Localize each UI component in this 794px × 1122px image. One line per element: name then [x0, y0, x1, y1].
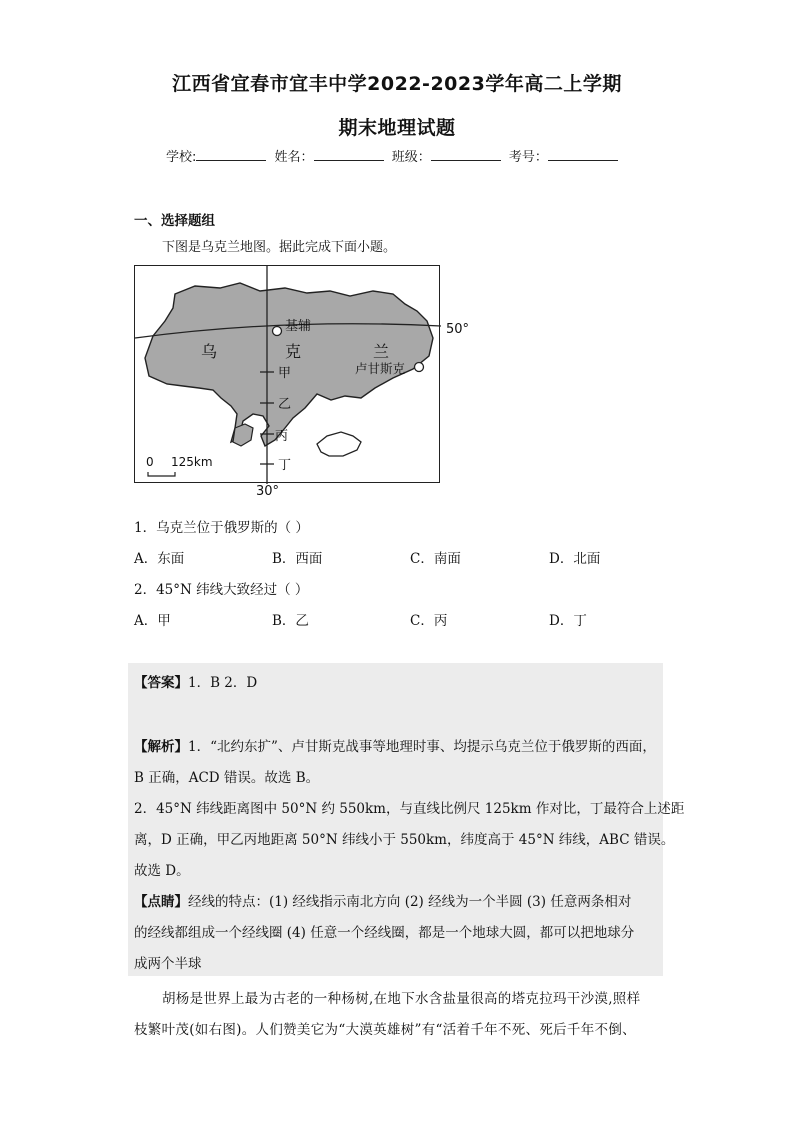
- latitude-label: 50°: [446, 322, 470, 337]
- scale-zero: 0: [146, 455, 154, 469]
- lugansk-label: 卢甘斯克: [355, 361, 406, 376]
- answer-tag: 【答案】: [134, 675, 188, 691]
- country-label-2: 克: [285, 342, 302, 361]
- exam-title-line2: 期末地理试题: [338, 117, 456, 139]
- analysis-line-5: 故选 D。: [134, 863, 190, 879]
- student-info-row: [166, 146, 622, 165]
- analysis-tag: 【解析】: [134, 739, 188, 755]
- tip-line-2: 的经线都组成一个经线圈 (4) 任意一个经线圈，都是一个地球大圆，都可以把地球分: [134, 925, 635, 941]
- school-blank[interactable]: [196, 148, 266, 161]
- question-2-option-b[interactable]: B．乙: [272, 613, 309, 629]
- question-2-option-a[interactable]: A．甲: [134, 613, 171, 629]
- section-title: 一、选择题组: [134, 213, 215, 229]
- name-label: 姓名：: [274, 150, 314, 165]
- analysis-line-3: 2．45°N 纬线距离图中 50°N 约 550km，与直线比例尺 125km 作对比，丁最符合上述距: [134, 801, 685, 817]
- class-label: 班级：: [391, 150, 431, 165]
- lugansk-marker: [415, 363, 424, 372]
- school-label: 学校:: [166, 150, 197, 165]
- ukraine-map: [134, 265, 440, 483]
- number-blank[interactable]: [548, 148, 618, 161]
- scale-value: 125km: [171, 455, 213, 469]
- question-2-option-c[interactable]: C．丙: [410, 613, 448, 629]
- crimea-landmass: [317, 432, 361, 456]
- scale-bar: [148, 472, 175, 476]
- name-blank[interactable]: [314, 148, 384, 161]
- question-2-option-d[interactable]: D．丁: [549, 613, 587, 629]
- passage-line-2: 枝繁叶茂(如右图)。人们赞美它为“大漠英雄树”有“活着千年不死、死后千年不倒、: [134, 1022, 636, 1038]
- exam-title-line1: 江西省宜春市宜丰中学2022-2023学年高二上学期: [172, 73, 622, 95]
- question-2-stem: 2．45°N 纬线大致经过（ ）: [134, 582, 309, 598]
- analysis-line-4: 离，D 正确，甲乙丙地距离 50°N 纬线小于 550km，纬度高于 45°N 纬线，ABC 错误。: [134, 832, 675, 848]
- analysis-line-2: B 正确，ACD 错误。故选 B。: [134, 770, 320, 786]
- country-label-3: 兰: [373, 342, 390, 361]
- number-label: 考号：: [508, 150, 548, 165]
- country-label-1: 乌: [201, 342, 218, 361]
- label-jia: 甲: [278, 366, 292, 381]
- tip-text-1: 经线的特点：(1) 经线指示南北方向 (2) 经线为一个半圆 (3) 任意两条相对: [188, 894, 632, 910]
- question-1-stem: 1．乌克兰位于俄罗斯的（ ）: [134, 520, 309, 536]
- tip-line-1: [134, 890, 631, 910]
- answer-row: [134, 671, 257, 691]
- label-bing: 丙: [275, 429, 289, 444]
- ukraine-map-svg: [135, 266, 441, 484]
- analysis-text-1: 1．“北约东扩”、卢甘斯克战事等地理时事、均提示乌克兰位于俄罗斯的西面，: [188, 739, 656, 755]
- question-1-option-c[interactable]: C．南面: [410, 551, 461, 567]
- class-blank[interactable]: [431, 148, 501, 161]
- label-yi: 乙: [278, 397, 292, 412]
- question-1-option-d[interactable]: D．北面: [549, 551, 601, 567]
- tip-line-3: 成两个半球: [134, 956, 202, 972]
- passage-line-1: 胡杨是世界上最为古老的一种杨树,在地下水含盐量很高的塔克拉玛干沙漠,照样: [162, 991, 641, 1007]
- question-1-option-b[interactable]: B．西面: [272, 551, 323, 567]
- answer-text: 1．B 2．D: [188, 675, 258, 691]
- odessa-lobe: [233, 424, 253, 446]
- label-ding: 丁: [278, 458, 292, 473]
- section-intro: 下图是乌克兰地图。据此完成下面小题。: [162, 240, 397, 255]
- analysis-line-1: [134, 735, 656, 755]
- question-1-option-a[interactable]: A．东面: [134, 551, 185, 567]
- kyiv-label: 基辅: [285, 319, 312, 334]
- tip-tag: 【点睛】: [134, 894, 188, 910]
- longitude-label: 30°: [256, 484, 280, 499]
- kyiv-marker: [273, 327, 282, 336]
